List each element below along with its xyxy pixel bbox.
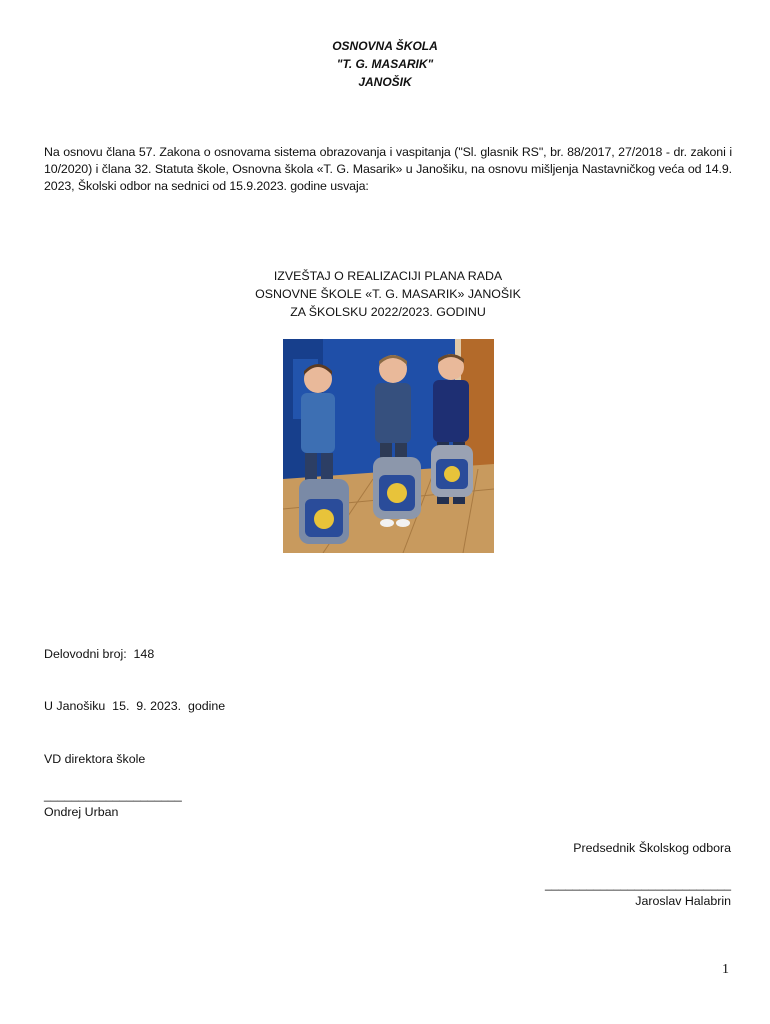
place-and-date: U Janošiku 15. 9. 2023. godine	[44, 699, 226, 713]
children-backpacks-image	[283, 339, 494, 553]
school-location: JANOŠIK	[358, 75, 412, 89]
board-signature-line: ___________________________	[544, 877, 731, 891]
title-line-1: IZVEŠTAJ O REALIZACIJI PLANA RADA	[273, 269, 503, 283]
legal-basis-paragraph: Na osnovu člana 57. Zakona o osnovama sistema obrazovanja i vaspitanja ("Sl. glasnik RS", br. 88/2017, 27/2018 - dr. zakoni i 10/2020) i člana 32. Statuta škole, Osnovna škola «T. G. Masarik» u Janošiku, na osnovu mišljenja Nastavničkog veća od 14.9. 2023, Školski odbor na sednici od 15.9.2023. godine usvaja:	[44, 145, 732, 193]
board-president-title: Predsednik Školskog odbora	[573, 841, 731, 855]
school-patron: "T. G. MASARIK"	[336, 57, 434, 71]
title-line-3: ZA ŠKOLSKU 2022/2023. GODINU	[290, 305, 486, 319]
page-number: 1	[722, 962, 729, 977]
director-title: VD direktora škole	[44, 752, 146, 766]
title-line-2: OSNOVNE ŠKOLE «T. G. MASARIK» JANOŠIK	[255, 287, 521, 301]
board-president-name: Jaroslav Halabrin	[635, 894, 731, 908]
director-name: Ondrej Urban	[44, 805, 119, 819]
director-signature-line: ____________________	[44, 788, 182, 802]
cover-photo	[283, 339, 494, 553]
school-name: OSNOVNA ŠKOLA	[332, 39, 438, 53]
file-number: Delovodni broj: 148	[44, 647, 155, 661]
